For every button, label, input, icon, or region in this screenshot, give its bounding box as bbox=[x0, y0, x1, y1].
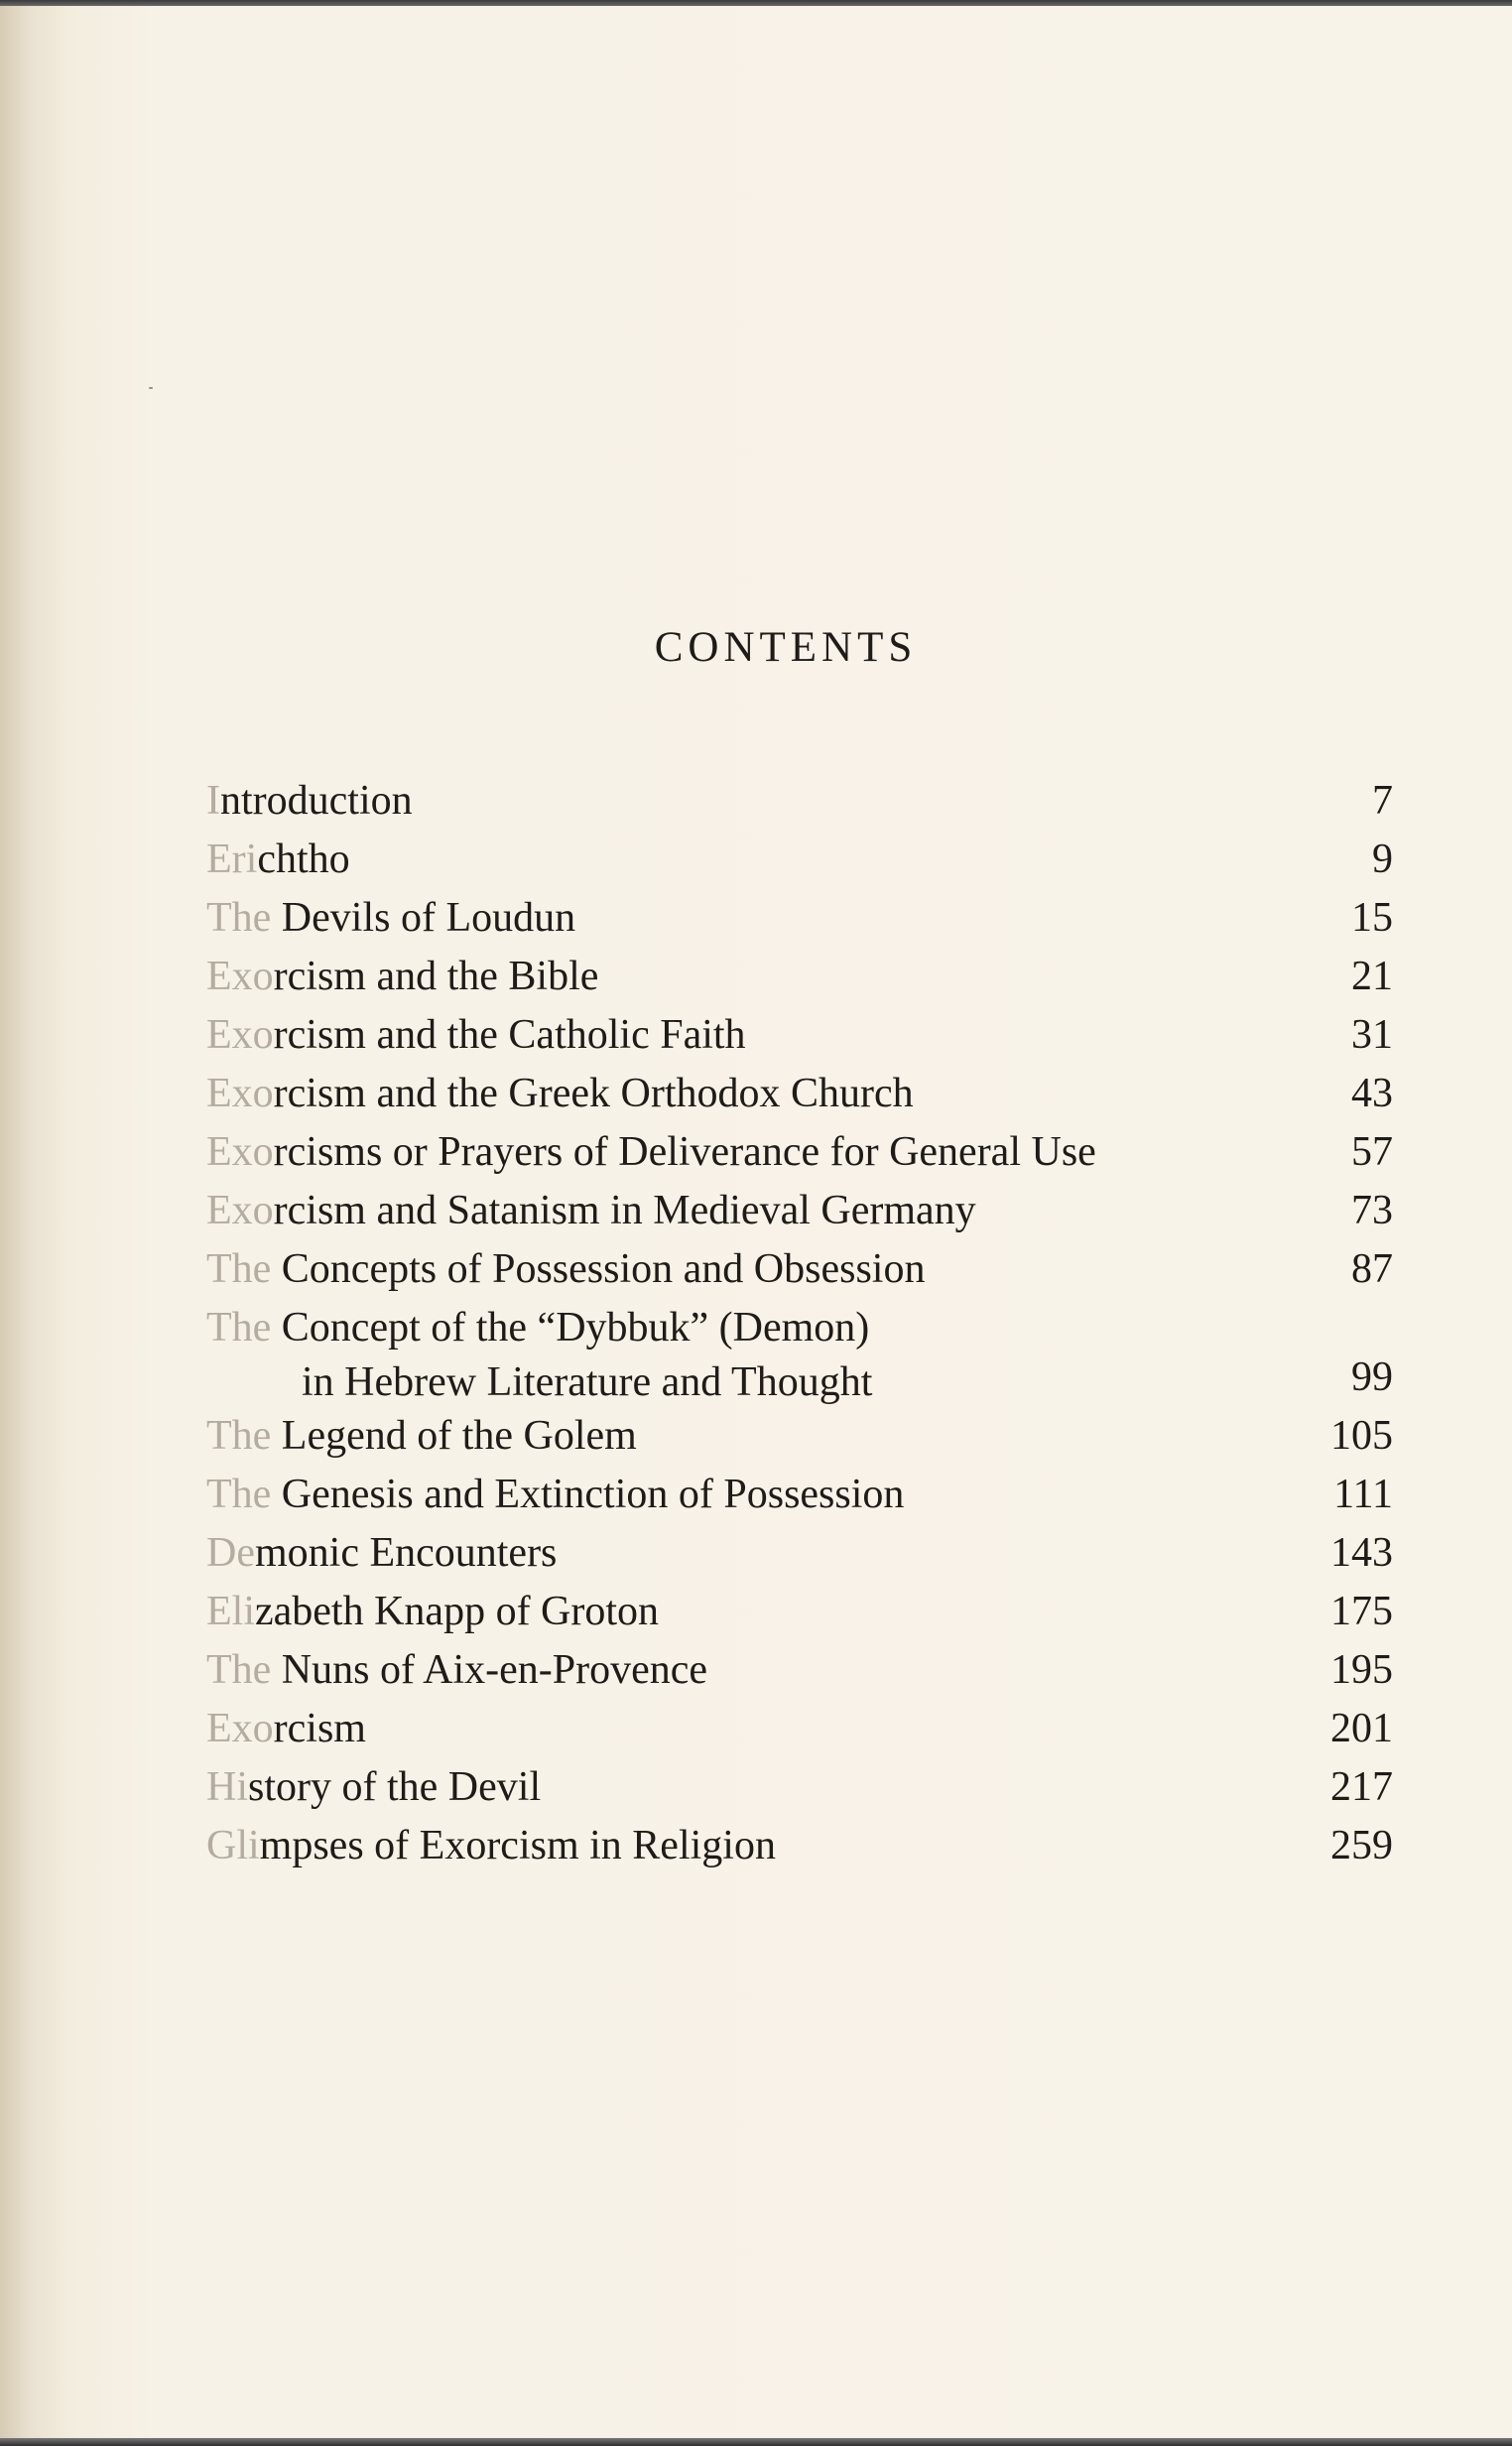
toc-entry bbox=[206, 1407, 1393, 1466]
toc-entry-title: The Concepts of Possession and Obsession bbox=[206, 1246, 926, 1292]
toc-entry-title: Exorcism bbox=[206, 1706, 366, 1751]
toc-entry bbox=[206, 889, 1393, 948]
toc-entry-page: 175 bbox=[1330, 1589, 1393, 1634]
toc-entry-title: Exorcism and the Catholic Faith bbox=[206, 1012, 746, 1058]
toc-entry bbox=[206, 772, 1393, 831]
paper-speck bbox=[149, 387, 153, 389]
toc-entry-page: 259 bbox=[1330, 1823, 1393, 1868]
toc-entry-title: Exorcism and the Greek Orthodox Church bbox=[206, 1071, 914, 1116]
toc-entry-page: 57 bbox=[1351, 1129, 1393, 1175]
toc-entry-title: The Concept of the “Dybbuk” (Demon) in Hebrew Literature and Thought bbox=[206, 1299, 1274, 1407]
toc-entry-page: 201 bbox=[1330, 1706, 1393, 1751]
toc-entry bbox=[206, 1299, 1393, 1407]
toc-entry-title: Exorcism and Satanism in Medieval Germany bbox=[206, 1188, 976, 1233]
toc-entry-title: Exorcisms or Prayers of Deliverance for General Use bbox=[206, 1129, 1096, 1175]
toc-entry-title: Erichtho bbox=[206, 837, 350, 882]
scan-top-edge bbox=[0, 0, 1512, 6]
toc-entry-page: 21 bbox=[1351, 954, 1393, 999]
toc-entry-page: 87 bbox=[1351, 1246, 1393, 1292]
toc-entry bbox=[206, 831, 1393, 889]
toc-entry-page: 31 bbox=[1351, 1012, 1393, 1058]
toc-entry-page: 217 bbox=[1330, 1764, 1393, 1810]
toc-entry-title: Demonic Encounters bbox=[206, 1530, 558, 1576]
toc-entry-page: 105 bbox=[1330, 1413, 1393, 1459]
toc-entry bbox=[206, 1758, 1393, 1817]
toc-entry bbox=[206, 948, 1393, 1006]
toc-entry-page: 73 bbox=[1351, 1188, 1393, 1233]
toc-entry bbox=[206, 1641, 1393, 1700]
toc-entry-title: The Nuns of Aix-en-Provence bbox=[206, 1647, 708, 1693]
toc-entry-page: 143 bbox=[1330, 1530, 1393, 1576]
toc-entry bbox=[206, 1583, 1393, 1641]
toc-entry-page: 43 bbox=[1351, 1071, 1393, 1116]
toc-entry-title: The Genesis and Extinction of Possession bbox=[206, 1472, 905, 1517]
toc-entry bbox=[206, 1006, 1393, 1065]
toc-entry-page: 15 bbox=[1351, 895, 1393, 941]
toc-entry bbox=[206, 1700, 1393, 1758]
toc-entry-title-continuation: in Hebrew Literature and Thought bbox=[302, 1359, 873, 1405]
table-of-contents bbox=[206, 772, 1393, 1875]
toc-entry bbox=[206, 1065, 1393, 1123]
toc-entry-title: Elizabeth Knapp of Groton bbox=[206, 1589, 660, 1634]
toc-entry-page: 9 bbox=[1372, 837, 1393, 882]
toc-entry bbox=[206, 1240, 1393, 1299]
toc-entry-title: Introduction bbox=[206, 778, 413, 824]
toc-entry bbox=[206, 1817, 1393, 1875]
contents-heading: CONTENTS bbox=[654, 624, 918, 671]
toc-entry bbox=[206, 1182, 1393, 1240]
toc-entry-title: History of the Devil bbox=[206, 1764, 542, 1810]
scan-bottom-edge bbox=[0, 2438, 1512, 2446]
toc-entry bbox=[206, 1524, 1393, 1583]
toc-entry-page: 111 bbox=[1333, 1472, 1393, 1517]
toc-entry-title: The Devils of Loudun bbox=[206, 895, 576, 941]
toc-entry-title: The Legend of the Golem bbox=[206, 1413, 637, 1459]
toc-entry-title: Glimpses of Exorcism in Religion bbox=[206, 1823, 776, 1868]
toc-entry-page: 99 bbox=[1351, 1354, 1393, 1400]
toc-entry bbox=[206, 1123, 1393, 1182]
toc-entry-title: Exorcism and the Bible bbox=[206, 954, 599, 999]
toc-entry-page: 195 bbox=[1330, 1647, 1393, 1693]
toc-entry bbox=[206, 1466, 1393, 1524]
toc-entry-page: 7 bbox=[1372, 778, 1393, 824]
